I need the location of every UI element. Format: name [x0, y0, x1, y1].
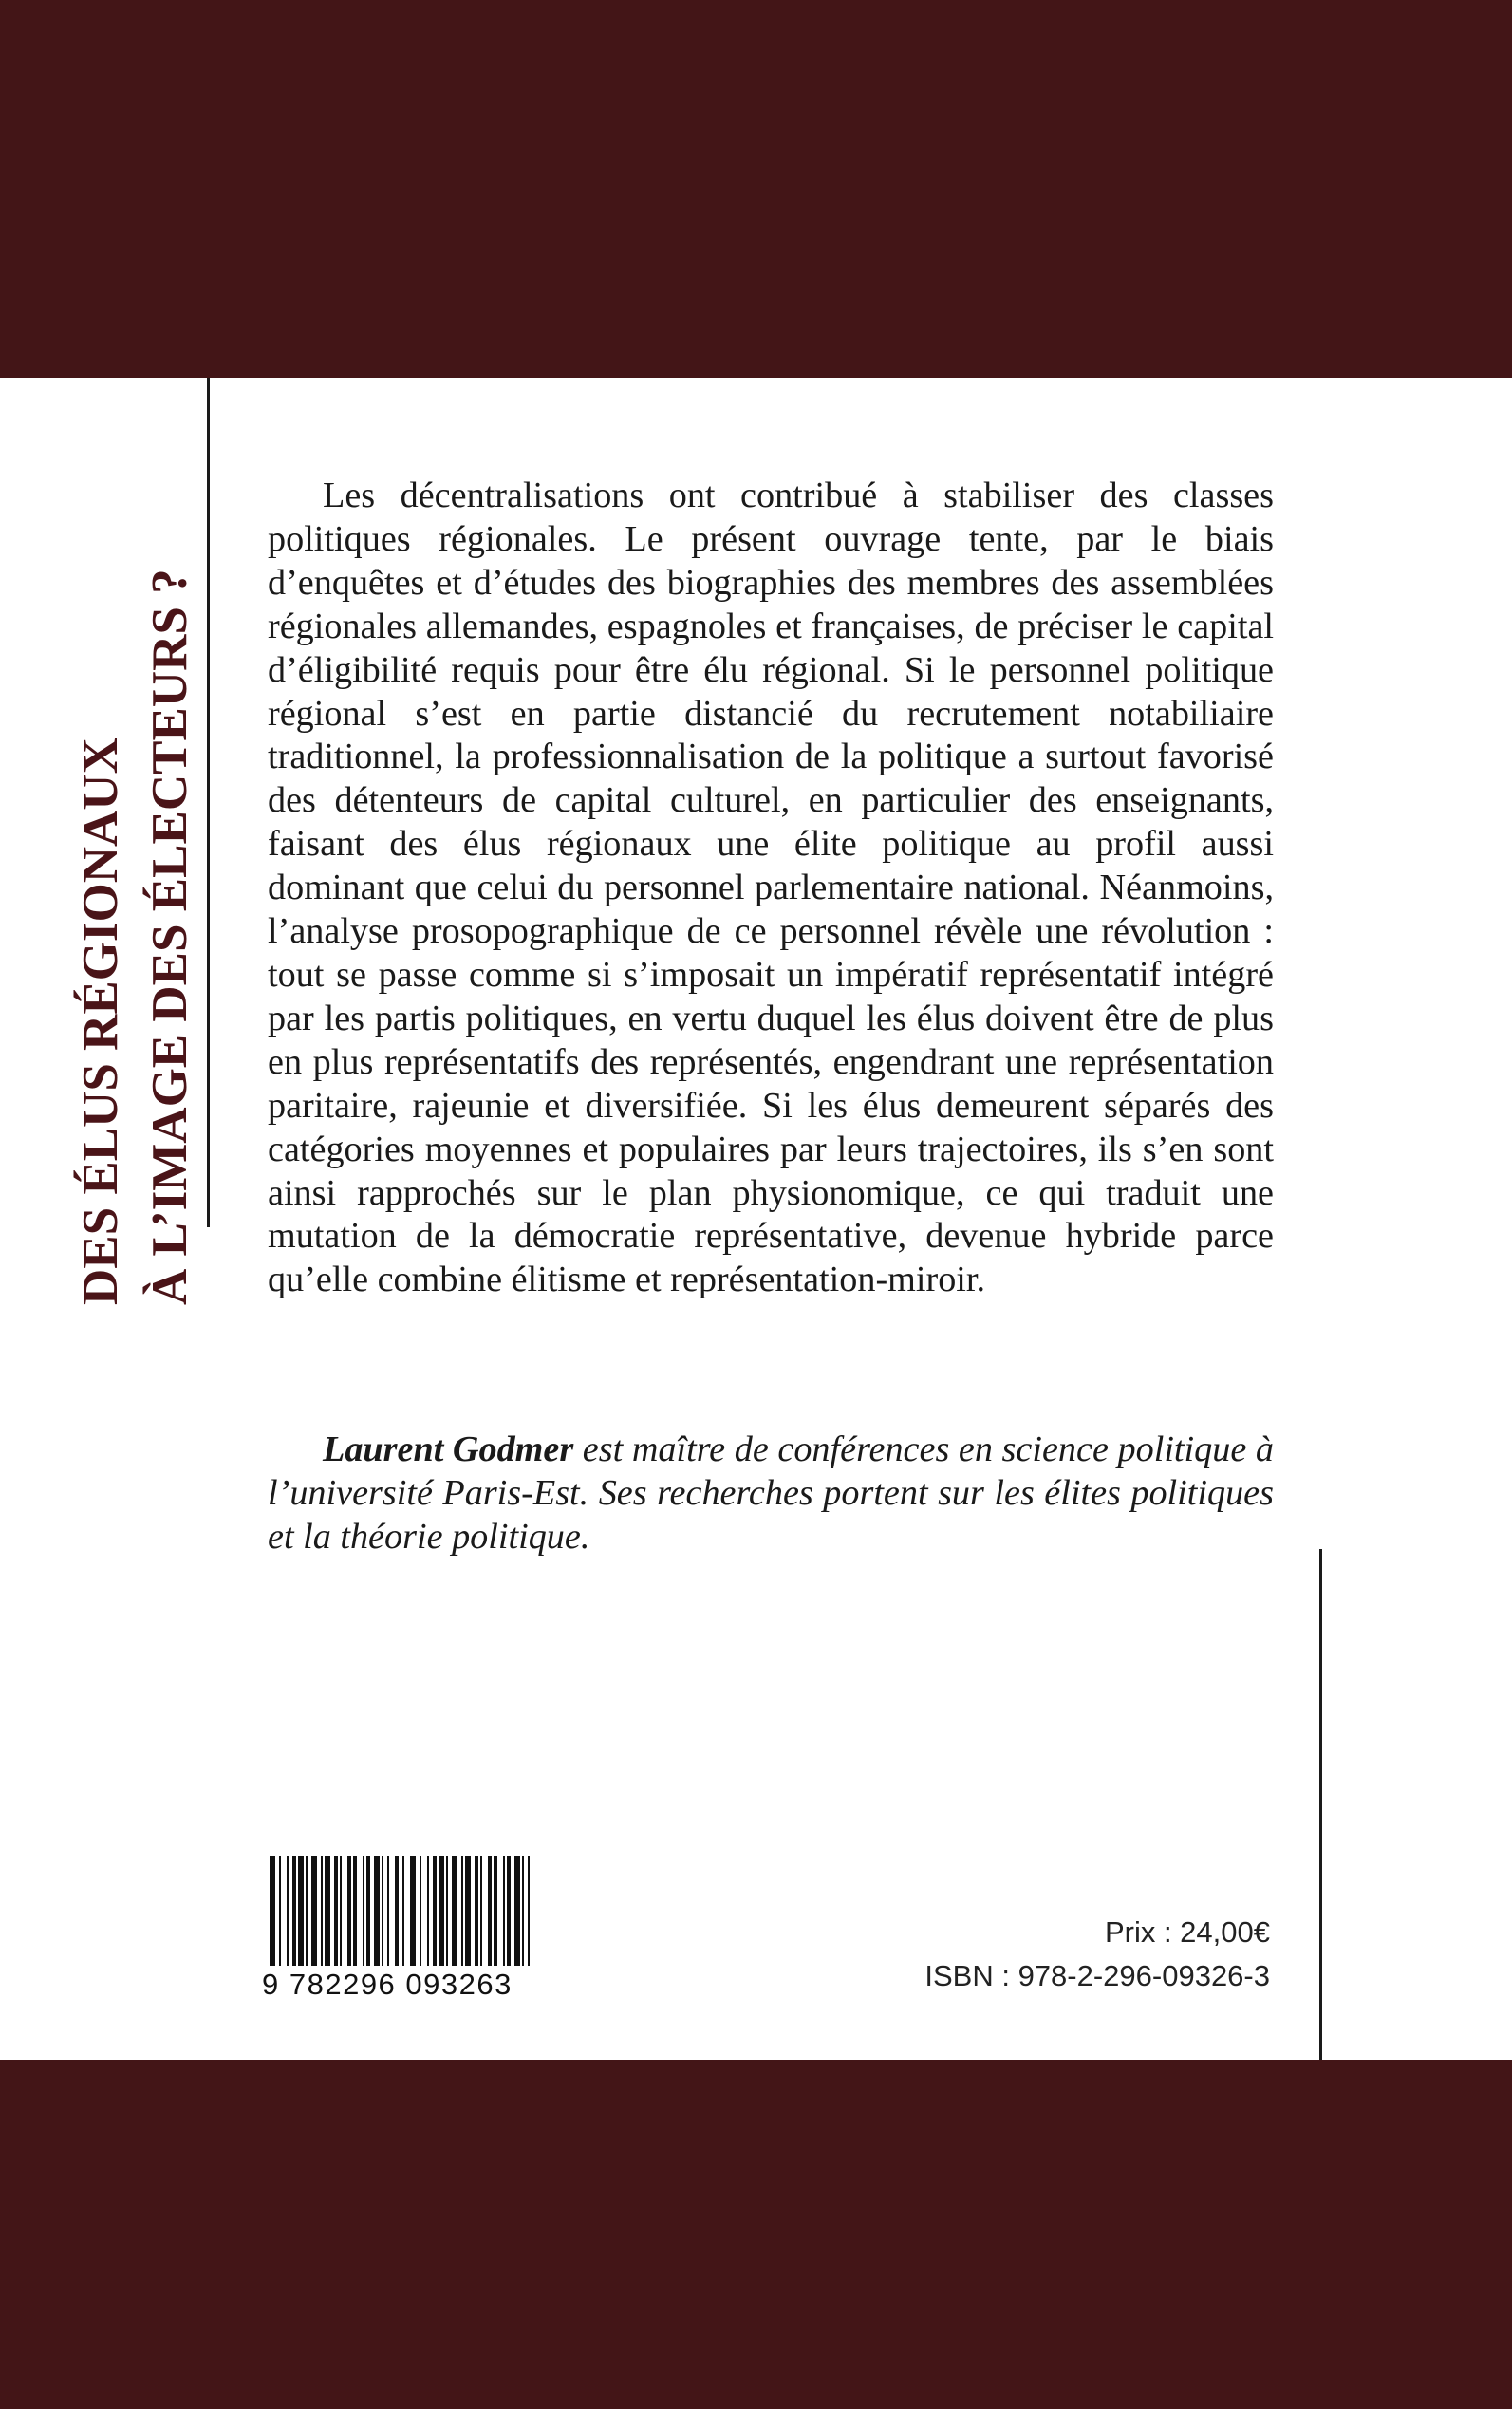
barcode-digits: 9 782296 093263	[262, 1968, 513, 2001]
spine-title-line-2: À L’IMAGE DES ÉLECTEURS ?	[142, 569, 197, 1305]
back-cover-blurb: Les décentralisations ont contribué à stabiliser des classes politiques régionales. Le présent ouvrage tente, par le biais d’enquêtes et d’études des biographies des membres des assemblées régionales allemandes, espagnoles et françaises, de préciser le capital d’éligibilité requis pour être élu régional. Si le personnel politique régional s’est en partie distancié du recrutement notabiliaire traditionnel, la professionnalisation de la politique a surtout favorisé des détenteurs de capital culturel, en particulier des enseignants, faisant des élus régionaux une élite politique au profil aussi dominant que celui du personnel parlementaire national. Néanmoins, l’analyse prosopographique de ce personnel révèle une révolution : tout se passe comme si s’imposait un impératif représentatif intégré par les partis politiques, en vertu duquel les élus doivent être de plus en plus représentatifs des représentés, engendrant une représentation paritaire, rajeunie et diversifiée. Si les élus demeurent séparés des catégories moyennes et populaires par leurs trajectoires, ils s’en sont ainsi rapprochés sur le plan physionomique, ce qui traduit une mutation de la démocratie représentative, devenue hybride parce qu’elle combine élitisme et représentation-miroir.	[268, 476, 1274, 1300]
author-name: Laurent Godmer	[323, 1429, 574, 1469]
barcode	[262, 1856, 537, 2001]
top-color-band	[0, 0, 1512, 378]
barcode-icon	[262, 1856, 537, 1966]
author-bio	[268, 1429, 1274, 1559]
price-label: Prix : 24,00€	[1104, 1915, 1270, 1949]
spine-title-line-1: DES ÉLUS RÉGIONAUX	[73, 738, 128, 1305]
isbn-label: ISBN : 978-2-296-09326-3	[924, 1959, 1270, 1992]
bottom-color-band	[0, 2060, 1512, 2409]
right-divider-line	[1319, 1549, 1322, 2060]
author-bio-text: est maître de conférences en science politique à l’université Paris-Est. Ses recherches portent sur les élites politiques et la théorie politique.	[268, 1429, 1274, 1557]
spine-title	[66, 479, 209, 1305]
